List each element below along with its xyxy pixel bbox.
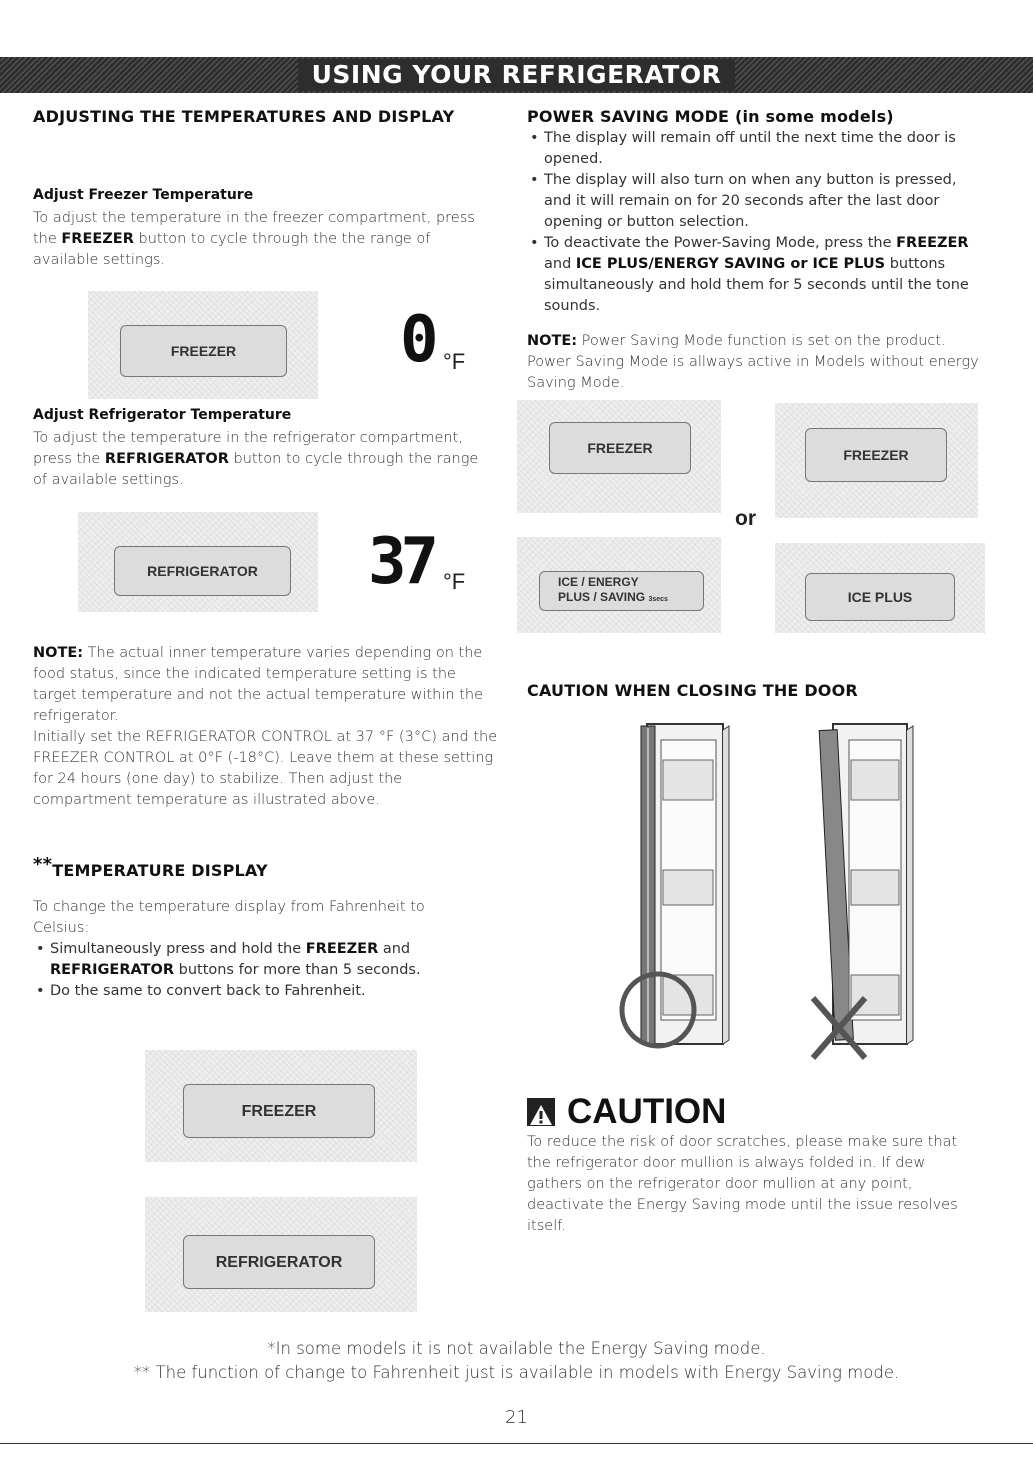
ice-plus-energy-label-top: ICE / ENERGY: [558, 575, 639, 589]
temperature-display-intro: To change the temperature display from Fahrenheit to Celsius:: [33, 899, 425, 936]
power-freezer-panel-alt: [775, 403, 978, 518]
power-iceplus-panel: [775, 543, 985, 633]
refrigerator-instructions: To adjust the temperature in the refrigerator compartment, press the REFRIGERATOR button to cycle through the range of available settings.: [33, 430, 479, 488]
caution-text: To reduce the risk of door scratches, please make sure that the refrigerator door mullion is always folded in. If dew gathers on the refrigerator door mullion at any point, deactivate the Energy Saving mode until the issue resolves itself.: [527, 1134, 958, 1234]
freezer-button[interactable]: FREEZER: [805, 428, 947, 482]
temp-display-refrigerator-panel: [145, 1197, 417, 1312]
refrigerator-temp-display: 37: [368, 525, 434, 599]
power-saving-note: NOTE: Power Saving Mode function is set on the product. Power Saving Mode is allways active in Models without energy Saving Mode.: [527, 333, 979, 391]
power-iceplus-energy-panel: [517, 537, 721, 633]
freezer-button[interactable]: FREEZER: [549, 422, 691, 474]
power-saving-list: [527, 128, 987, 317]
footnote-fahrenheit: ** The function of change to Fahrenheit just is available in models with Energy Saving mode.: [133, 1363, 900, 1382]
freezer-control-panel: [88, 291, 318, 399]
temperature-display-heading: **TEMPERATURE DISPLAY: [33, 854, 268, 880]
ice-plus-energy-saving-button[interactable]: [539, 571, 704, 611]
refrigerator-subheading: Adjust Refrigerator Temperature: [33, 407, 292, 423]
page-number: 21: [505, 1407, 528, 1428]
warning-icon: [527, 1098, 555, 1126]
caution-heading: CAUTION: [527, 1092, 726, 1132]
freezer-instructions: To adjust the temperature in the freezer compartment, press the FREEZER button to cycle through the the range of available settings.: [33, 210, 475, 268]
refrigerator-temp-unit: °F: [443, 569, 466, 594]
freezer-temp-unit: °F: [443, 349, 466, 374]
ice-plus-energy-label-bottom: PLUS / SAVING 3secs: [558, 590, 668, 604]
refrigerator-control-panel: [78, 512, 318, 612]
power-saving-heading: POWER SAVING MODE (in some models): [527, 107, 894, 126]
caution-door-heading: CAUTION WHEN CLOSING THE DOOR: [527, 681, 858, 700]
banner-title: USING YOUR REFRIGERATOR: [298, 59, 736, 91]
freezer-subheading: Adjust Freezer Temperature: [33, 187, 254, 203]
list-item: • Simultaneously press and hold the FREEZER and REFRIGERATOR buttons for more than 5 seconds.: [33, 939, 493, 981]
list-item: • Do the same to convert back to Fahrenheit.: [33, 981, 493, 1002]
temperature-display-steps: [33, 939, 493, 1002]
list-item: • The display will remain off until the next time the door is opened.: [527, 128, 987, 170]
door-closing-illustration: [615, 720, 925, 1068]
section-banner: [0, 57, 1033, 93]
freezer-temp-display: 0: [400, 303, 439, 377]
power-freezer-panel: [517, 400, 721, 513]
refrigerator-button[interactable]: REFRIGERATOR: [183, 1235, 375, 1289]
list-item: • To deactivate the Power-Saving Mode, press the FREEZER and ICE PLUS/ENERGY SAVING or ICE PLUS buttons simultaneously and hold them for 5 seconds until the tone sounds.: [527, 233, 987, 317]
temperature-note: NOTE: The actual inner temperature varies depending on the food status, since the indicated temperature setting is the target temperature and not the actual temperature within the refrigerator. Initially set the REFRIGERATOR CONTROL at 37 °F (3°C) and the FREEZER CONTROL at 0°F (-18°C). Leave them at these setting for 24 hours (one day) to stabilize. Then adjust the compartment temperature as illustrated above.: [33, 645, 498, 808]
freezer-button[interactable]: FREEZER: [183, 1084, 375, 1138]
adjust-heading: ADJUSTING THE TEMPERATURES AND DISPLAY: [33, 107, 455, 126]
temp-display-freezer-panel: [145, 1050, 417, 1162]
freezer-button[interactable]: FREEZER: [120, 325, 287, 377]
footnote-energy-saving: *In some models it is not available the Energy Saving mode.: [267, 1339, 766, 1358]
list-item: • The display will also turn on when any button is pressed, and it will remain on for 20 seconds after the last door opening or button selection.: [527, 170, 987, 233]
ice-plus-button[interactable]: ICE PLUS: [805, 573, 955, 621]
refrigerator-button[interactable]: REFRIGERATOR: [114, 546, 291, 596]
bottom-rule: [0, 1443, 1033, 1444]
incorrect-door-illustration: [813, 724, 913, 1058]
or-separator: or: [735, 507, 756, 530]
correct-door-illustration: [622, 724, 729, 1046]
